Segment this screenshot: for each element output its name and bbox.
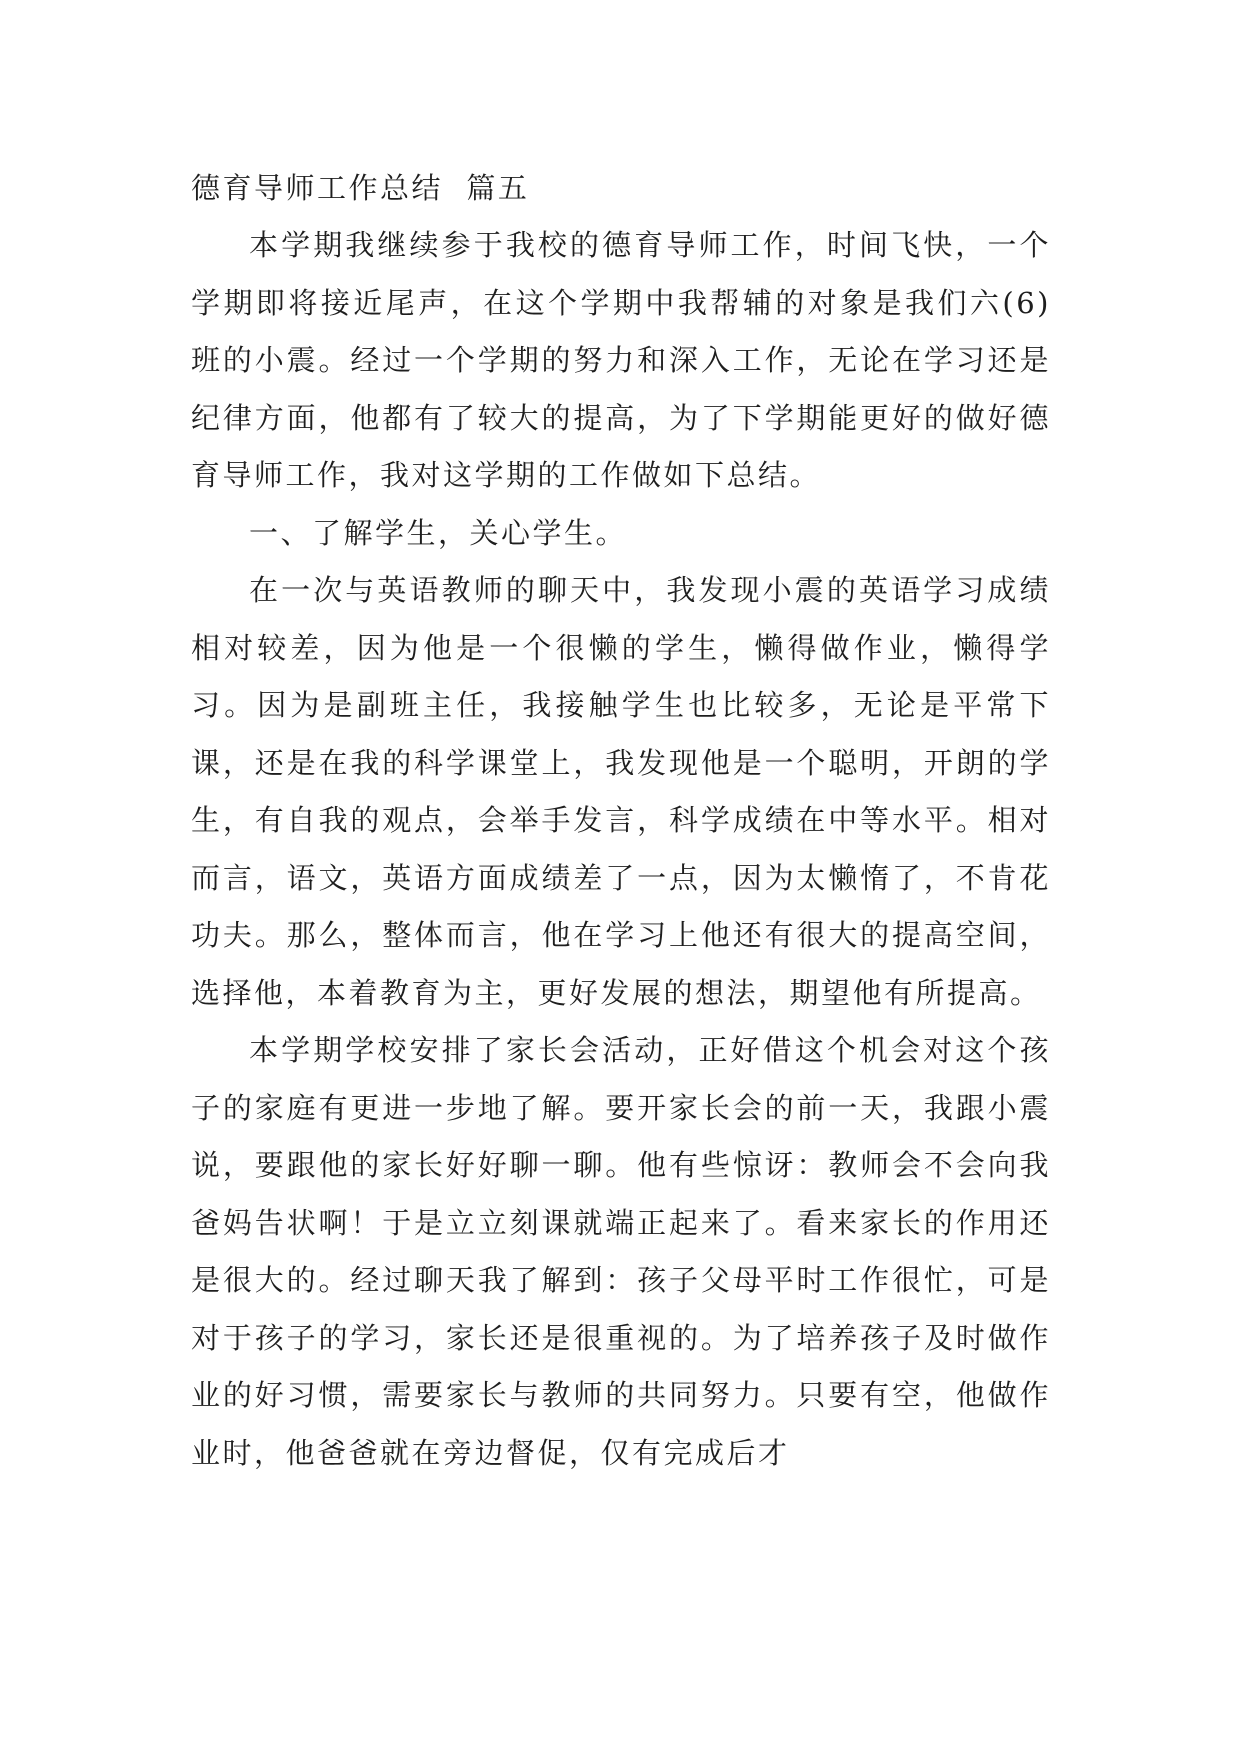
paragraph-understanding-student: 在一次与英语教师的聊天中，我发现小震的英语学习成绩相对较差，因为他是一个很懒的学生，懒得做作业，懒得学习。因为是副班主任，我接触学生也比较多，无论是平常下课，还是在我的科学课堂上，我发现他是一个聪明，开朗的学生，有自我的观点，会举手发言，科学成绩在中等水平。相对而言，语文，英语方面成绩差了一点，因为太懒惰了，不肯花功夫。那么，整体而言，他在学习上他还有很大的提高空间，选择他，本着教育为主，更好发展的想法，期望他有所提高。 xyxy=(191,573,1051,1010)
document-title: 德育导师工作总结 篇五 xyxy=(191,171,530,205)
section-heading-1: 一、了解学生，关心学生。 xyxy=(249,515,628,550)
paragraph-intro: 本学期我继续参于我校的德育导师工作，时间飞快，一个学期即将接近尾声，在这个学期中我帮辅的对象是我们六(6)班的小震。经过一个学期的努力和深入工作，无论在学习还是纪律方面，他都有了较大的提高，为了下学期能更好的做好德育导师工作，我对这学期的工作做如下总结。 xyxy=(191,228,1051,492)
document-body xyxy=(191,160,1051,1482)
paragraph-parent-meeting: 本学期学校安排了家长会活动，正好借这个机会对这个孩子的家庭有更进一步地了解。要开家长会的前一天，我跟小震说，要跟他的家长好好聊一聊。他有些惊讶：教师会不会向我爸妈告状啊！于是立立刻课就端正起来了。看来家长的作用还是很大的。经过聊天我了解到：孩子父母平时工作很忙，可是对于孩子的学习，家长还是很重视的。为了培养孩子及时做作业的好习惯，需要家长与教师的共同努力。只要有空，他做作业时，他爸爸就在旁边督促，仅有完成后才 xyxy=(191,1033,1051,1470)
